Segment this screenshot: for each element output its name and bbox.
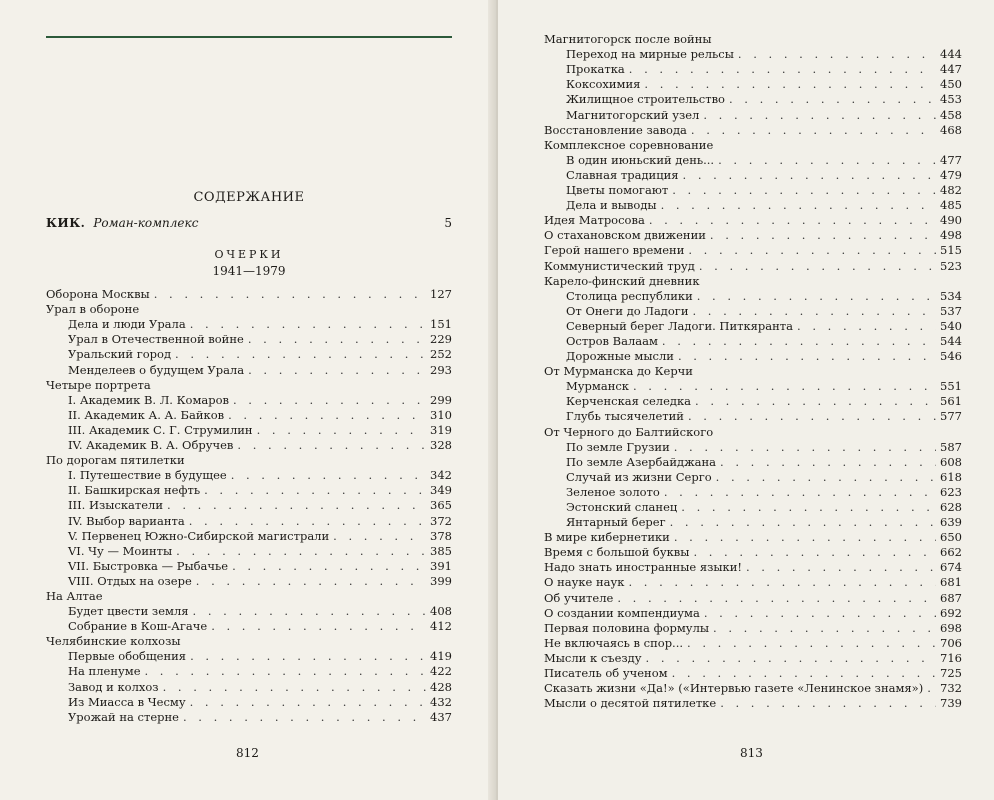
toc-entry-page: 378 xyxy=(430,528,452,543)
toc-entry-title: О создании компендиума xyxy=(544,605,700,620)
toc-entry-title: Не включаясь в спор... xyxy=(544,635,684,650)
toc-entry-title: Магнитогорский узел xyxy=(566,107,700,122)
toc-entry-title: V. Первенец Южно-Сибирской магистрали xyxy=(68,528,330,543)
toc-entry-page: 447 xyxy=(940,62,962,77)
toc-entry xyxy=(46,407,452,422)
toc-entry-page: 523 xyxy=(940,258,962,273)
toc-entry xyxy=(46,558,452,573)
toc-entry-title: Комплексное соревнование xyxy=(544,137,714,152)
toc-entry-page: 662 xyxy=(940,545,962,560)
toc-entry xyxy=(544,680,962,695)
dot-leader xyxy=(190,695,426,709)
toc-entry-title: Менделеев о будущем Урала xyxy=(68,362,245,377)
toc-entry-page: 725 xyxy=(940,666,962,681)
toc-entry-page: 299 xyxy=(430,392,452,407)
toc-entry-page: 450 xyxy=(940,77,962,92)
toc-entry xyxy=(46,361,452,376)
toc-entry-page: 544 xyxy=(940,333,962,348)
toc-entry xyxy=(46,543,452,558)
toc-entry-page: 540 xyxy=(940,318,962,333)
dot-leader xyxy=(257,423,426,437)
dot-leader xyxy=(664,485,936,499)
dot-leader xyxy=(693,304,937,318)
toc-entry-page: 422 xyxy=(430,664,452,679)
toc-entry-page: 458 xyxy=(940,107,962,122)
toc-entry xyxy=(544,318,962,333)
toc-entry xyxy=(46,301,452,316)
toc-entry xyxy=(544,348,962,363)
toc-entry-title: Переход на мирные рельсы xyxy=(566,47,734,62)
toc-entry xyxy=(46,588,452,603)
toc-right xyxy=(544,31,962,710)
toc-entry-page: 477 xyxy=(940,152,962,167)
toc-entry xyxy=(46,603,452,618)
toc-entry xyxy=(46,528,452,543)
toc-entry-title: Керченская селедка xyxy=(566,394,692,409)
toc-entry-page: 399 xyxy=(430,573,452,588)
toc-entry-page: 328 xyxy=(430,438,452,453)
toc-entry-page: 623 xyxy=(940,484,962,499)
toc-entry xyxy=(544,227,962,242)
toc-entry-title: Коксохимия xyxy=(566,77,641,92)
page-number-right: 813 xyxy=(740,746,763,760)
toc-entry-title: Оборона Москвы xyxy=(46,287,150,302)
dot-leader xyxy=(248,363,426,377)
toc-entry xyxy=(544,605,962,620)
toc-entry-title: Мурманск xyxy=(566,379,629,394)
toc-entry-title: Завод и колхоз xyxy=(68,679,159,694)
toc-entry-title: Остров Валаам xyxy=(566,333,658,348)
toc-entry-title: Урожай на стерне xyxy=(68,709,179,724)
toc-entry xyxy=(544,31,962,46)
toc-entry xyxy=(46,392,452,407)
toc-entry-title: Глубь тысячелетий xyxy=(566,409,684,424)
toc-entry-title: На Алтае xyxy=(46,588,103,603)
toc-entry xyxy=(544,242,962,257)
toc-entry-title: II. Академик А. А. Байков xyxy=(68,407,225,422)
toc-entry-page: 537 xyxy=(940,303,962,318)
toc-entry-title: От Онеги до Ладоги xyxy=(566,303,689,318)
toc-entry xyxy=(544,393,962,408)
dot-leader xyxy=(183,710,426,724)
toc-entry-page: 732 xyxy=(940,681,962,696)
toc-entry xyxy=(544,197,962,212)
dot-leader xyxy=(190,317,426,331)
toc-entry-page: 444 xyxy=(940,47,962,62)
toc-entry-page: 482 xyxy=(940,183,962,198)
kik-label: КИК. xyxy=(46,216,86,230)
toc-entry xyxy=(46,512,452,527)
dot-leader xyxy=(672,183,936,197)
toc-entry xyxy=(544,514,962,529)
toc-entry xyxy=(544,499,962,514)
toc-entry xyxy=(46,452,452,467)
toc-entry-title: Цветы помогают xyxy=(566,183,669,198)
toc-entry-title: Челябинские колхозы xyxy=(46,634,181,649)
toc-entry xyxy=(544,559,962,574)
toc-entry xyxy=(46,331,452,346)
toc-entry xyxy=(46,648,452,663)
dot-leader xyxy=(617,591,936,605)
dot-leader xyxy=(629,62,936,76)
toc-entry-page: 428 xyxy=(430,679,452,694)
toc-entry xyxy=(544,273,962,288)
toc-entry-page: 468 xyxy=(940,122,962,137)
dot-leader xyxy=(688,243,936,257)
toc-entry xyxy=(544,167,962,182)
dot-leader xyxy=(729,92,936,106)
toc-left xyxy=(46,286,452,724)
kik-page: 5 xyxy=(444,216,452,230)
toc-entry xyxy=(46,467,452,482)
toc-entry-page: 639 xyxy=(940,515,962,530)
toc-entry-page: 319 xyxy=(430,422,452,437)
toc-entry-title: I. Академик В. Л. Комаров xyxy=(68,392,229,407)
toc-entry xyxy=(544,363,962,378)
toc-entry xyxy=(46,573,452,588)
dot-leader xyxy=(629,575,937,589)
toc-entry-title: Славная традиция xyxy=(566,167,679,182)
toc-entry xyxy=(544,61,962,76)
toc-entry xyxy=(544,76,962,91)
toc-entry xyxy=(544,303,962,318)
toc-entry-title: От Черного до Балтийского xyxy=(544,424,714,439)
toc-entry xyxy=(46,377,452,392)
toc-entry xyxy=(544,665,962,680)
dot-leader xyxy=(704,606,936,620)
dot-leader xyxy=(695,394,936,408)
dot-leader xyxy=(927,681,936,695)
toc-entry xyxy=(544,212,962,227)
toc-entry xyxy=(544,91,962,106)
toc-entry-title: Янтарный берег xyxy=(566,515,666,530)
toc-entry xyxy=(46,709,452,724)
toc-entry xyxy=(46,316,452,331)
dot-leader xyxy=(797,319,936,333)
toc-entry-title: Из Миасса в Чесму xyxy=(68,694,186,709)
toc-entry-page: 739 xyxy=(940,696,962,711)
toc-entry xyxy=(544,106,962,121)
dot-leader xyxy=(703,108,936,122)
dot-leader xyxy=(649,213,936,227)
dot-leader xyxy=(193,604,427,618)
toc-entry-title: По дорогам пятилетки xyxy=(46,453,185,468)
toc-entry-title: На пленуме xyxy=(68,664,141,679)
toc-entry xyxy=(544,544,962,559)
toc-entry-page: 618 xyxy=(940,469,962,484)
dot-leader xyxy=(716,470,936,484)
toc-entry-page: 716 xyxy=(940,650,962,665)
dot-leader xyxy=(163,680,426,694)
toc-entry-title: VIII. Отдых на озере xyxy=(68,573,192,588)
toc-entry-page: 432 xyxy=(430,694,452,709)
toc-entry xyxy=(46,678,452,693)
toc-entry-title: Карело-финский дневник xyxy=(544,273,700,288)
toc-entry xyxy=(544,182,962,197)
dot-leader xyxy=(746,560,936,574)
toc-entry-title: От Мурманска до Керчи xyxy=(544,364,693,379)
toc-entry-page: 310 xyxy=(430,407,452,422)
kik-entry xyxy=(46,216,452,230)
dot-leader xyxy=(211,619,426,633)
dot-leader xyxy=(189,514,426,528)
dot-leader xyxy=(237,438,426,452)
toc-entry-title: Писатель об ученом xyxy=(544,666,668,681)
toc-entry xyxy=(544,574,962,589)
toc-entry-page: 687 xyxy=(940,590,962,605)
dot-leader xyxy=(720,455,936,469)
dot-leader xyxy=(681,500,936,514)
toc-entry-title: Мысли к съезду xyxy=(544,650,642,665)
toc-entry-page: 408 xyxy=(430,604,452,619)
toc-entry-page: 391 xyxy=(430,558,452,573)
toc-entry xyxy=(46,482,452,497)
toc-entry-page: 151 xyxy=(430,317,452,332)
toc-entry-title: Будет цвести земля xyxy=(68,604,189,619)
toc-entry xyxy=(46,422,452,437)
toc-entry-title: О стахановском движении xyxy=(544,228,706,243)
dot-leader xyxy=(738,47,936,61)
toc-entry-page: 412 xyxy=(430,619,452,634)
toc-entry-title: III. Изыскатели xyxy=(68,498,164,513)
dot-leader xyxy=(713,621,936,635)
dot-leader xyxy=(678,349,936,363)
toc-entry-title: II. Башкирская нефть xyxy=(68,483,201,498)
toc-entry xyxy=(46,286,452,301)
toc-entry-title: Магнитогорск после войны xyxy=(544,32,712,47)
toc-entry-page: 681 xyxy=(940,575,962,590)
toc-entry-title: Идея Матросова xyxy=(544,213,645,228)
toc-entry-title: В один июньский день... xyxy=(566,152,715,167)
contents-title: СОДЕРЖАНИЕ xyxy=(193,190,305,205)
dot-leader xyxy=(688,409,936,423)
toc-entry-title: Жилищное строительство xyxy=(566,92,725,107)
toc-entry xyxy=(544,529,962,544)
toc-entry-title: Об учителе xyxy=(544,590,614,605)
toc-entry xyxy=(544,288,962,303)
right-page xyxy=(498,0,994,800)
toc-entry-page: 498 xyxy=(940,228,962,243)
toc-entry-title: III. Академик С. Г. Струмилин xyxy=(68,422,253,437)
toc-entry-page: 453 xyxy=(940,92,962,107)
toc-entry-page: 127 xyxy=(430,287,452,302)
toc-entry-page: 349 xyxy=(430,483,452,498)
toc-entry-page: 698 xyxy=(940,620,962,635)
toc-entry-page: 515 xyxy=(940,243,962,258)
section-heading: ОЧЕРКИ xyxy=(214,248,284,261)
dot-leader xyxy=(175,347,426,361)
toc-entry-title: Столица республики xyxy=(566,288,693,303)
toc-entry-title: Случай из жизни Серго xyxy=(566,469,712,484)
toc-entry-page: 365 xyxy=(430,498,452,513)
toc-entry-title: Первая половина формулы xyxy=(544,620,710,635)
toc-entry xyxy=(46,633,452,648)
dot-leader xyxy=(248,332,426,346)
toc-entry-page: 229 xyxy=(430,332,452,347)
dot-leader xyxy=(720,696,936,710)
toc-entry-page: 485 xyxy=(940,198,962,213)
toc-entry-title: Сказать жизни «Да!» («Интервью газете «Ленинское знамя») xyxy=(544,681,924,696)
dot-leader xyxy=(710,228,936,242)
kik-subtitle: Роман-комплекс xyxy=(93,216,199,230)
toc-entry-title: В мире кибернетики xyxy=(544,530,670,545)
toc-entry-page: 490 xyxy=(940,213,962,228)
top-rule xyxy=(46,36,452,38)
toc-entry xyxy=(46,437,452,452)
toc-entry xyxy=(544,484,962,499)
toc-entry-title: Время с большой буквы xyxy=(544,545,690,560)
toc-entry xyxy=(46,663,452,678)
toc-entry xyxy=(544,257,962,272)
toc-entry-title: Надо знать иностранные языки! xyxy=(544,560,742,575)
toc-entry-page: 608 xyxy=(940,454,962,469)
toc-entry-title: Собрание в Кош-Агаче xyxy=(68,619,208,634)
toc-entry xyxy=(46,694,452,709)
toc-entry-page: 692 xyxy=(940,605,962,620)
toc-entry-title: Коммунистический труд xyxy=(544,258,695,273)
dot-leader xyxy=(693,545,936,559)
toc-entry-page: 534 xyxy=(940,288,962,303)
dot-leader xyxy=(231,468,426,482)
toc-entry-page: 561 xyxy=(940,394,962,409)
toc-entry xyxy=(544,620,962,635)
dot-leader xyxy=(154,287,426,301)
toc-entry xyxy=(544,635,962,650)
dot-leader xyxy=(661,198,936,212)
toc-entry-page: 479 xyxy=(940,167,962,182)
toc-entry xyxy=(544,152,962,167)
dot-leader xyxy=(674,440,936,454)
toc-entry xyxy=(46,618,452,633)
dot-leader xyxy=(167,498,426,512)
left-page xyxy=(0,0,496,800)
dot-leader xyxy=(670,515,936,529)
toc-entry-title: Северный берег Ладоги. Питкяранта xyxy=(566,318,794,333)
dot-leader xyxy=(674,530,936,544)
toc-entry xyxy=(544,454,962,469)
dot-leader xyxy=(228,408,426,422)
toc-entry-title: Герой нашего времени xyxy=(544,243,685,258)
dot-leader xyxy=(145,664,427,678)
dot-leader xyxy=(633,379,936,393)
toc-entry-title: Восстановление завода xyxy=(544,122,687,137)
toc-entry xyxy=(544,46,962,61)
dot-leader xyxy=(699,259,936,273)
dot-leader xyxy=(233,393,426,407)
toc-entry-title: Урал в Отечественной войне xyxy=(68,332,244,347)
dot-leader xyxy=(176,544,426,558)
dot-leader xyxy=(697,289,936,303)
toc-entry-title: Мысли о десятой пятилетке xyxy=(544,696,717,711)
toc-entry-title: Дорожные мысли xyxy=(566,349,674,364)
toc-entry-page: 546 xyxy=(940,349,962,364)
toc-entry-title: IV. Выбор варианта xyxy=(68,513,185,528)
toc-entry-page: 342 xyxy=(430,468,452,483)
toc-entry-title: VI. Чу — Моинты xyxy=(68,543,173,558)
toc-entry-page: 551 xyxy=(940,379,962,394)
toc-entry-page: 587 xyxy=(940,439,962,454)
toc-entry xyxy=(544,650,962,665)
toc-entry xyxy=(544,122,962,137)
dot-leader xyxy=(646,651,937,665)
page-number-left: 812 xyxy=(236,746,259,760)
dot-leader xyxy=(204,483,426,497)
toc-entry-title: I. Путешествие в будущее xyxy=(68,468,227,483)
section-years: 1941—1979 xyxy=(212,264,286,278)
dot-leader xyxy=(691,123,936,137)
toc-entry xyxy=(46,346,452,361)
toc-entry-page: 437 xyxy=(430,709,452,724)
toc-entry xyxy=(544,137,962,152)
toc-entry-page: 293 xyxy=(430,362,452,377)
toc-entry xyxy=(544,469,962,484)
dot-leader xyxy=(644,77,936,91)
toc-entry-page: 577 xyxy=(940,409,962,424)
dot-leader xyxy=(687,636,936,650)
toc-entry-page: 385 xyxy=(430,543,452,558)
toc-entry-title: IV. Академик В. А. Обручев xyxy=(68,438,234,453)
dot-leader xyxy=(232,559,426,573)
toc-entry-page: 650 xyxy=(940,530,962,545)
dot-leader xyxy=(333,529,426,543)
toc-entry-page: 674 xyxy=(940,560,962,575)
toc-entry-title: Первые обобщения xyxy=(68,649,187,664)
toc-entry-title: Дела и люди Урала xyxy=(68,317,186,332)
dot-leader xyxy=(683,168,937,182)
toc-entry-page: 252 xyxy=(430,347,452,362)
toc-entry-title: Зеленое золото xyxy=(566,484,660,499)
toc-entry xyxy=(544,695,962,710)
toc-entry xyxy=(544,378,962,393)
toc-entry-title: Четыре портрета xyxy=(46,377,151,392)
toc-entry-title: О науке наук xyxy=(544,575,625,590)
toc-entry-page: 706 xyxy=(940,635,962,650)
toc-entry xyxy=(544,423,962,438)
dot-leader xyxy=(718,153,936,167)
toc-entry-page: 419 xyxy=(430,649,452,664)
toc-entry-title: По земле Азербайджана xyxy=(566,454,717,469)
dot-leader xyxy=(662,334,936,348)
dot-leader xyxy=(190,649,426,663)
toc-entry-title: Эстонский сланец xyxy=(566,500,678,514)
dot-leader xyxy=(196,574,426,588)
toc-entry-page: 628 xyxy=(940,500,962,514)
toc-entry-title: Прокатка xyxy=(566,62,625,77)
toc-entry-title: Урал в обороне xyxy=(46,302,140,317)
toc-entry xyxy=(544,439,962,454)
toc-entry-title: VII. Быстровка — Рыбачье xyxy=(68,558,229,573)
toc-entry-title: По земле Грузии xyxy=(566,439,670,454)
toc-entry-title: Дела и выводы xyxy=(566,198,657,213)
toc-entry-title: Уральский город xyxy=(68,347,172,362)
toc-entry-page: 372 xyxy=(430,513,452,528)
toc-entry xyxy=(46,497,452,512)
toc-entry xyxy=(544,408,962,423)
toc-entry xyxy=(544,333,962,348)
toc-entry xyxy=(544,589,962,604)
dot-leader xyxy=(672,666,936,680)
